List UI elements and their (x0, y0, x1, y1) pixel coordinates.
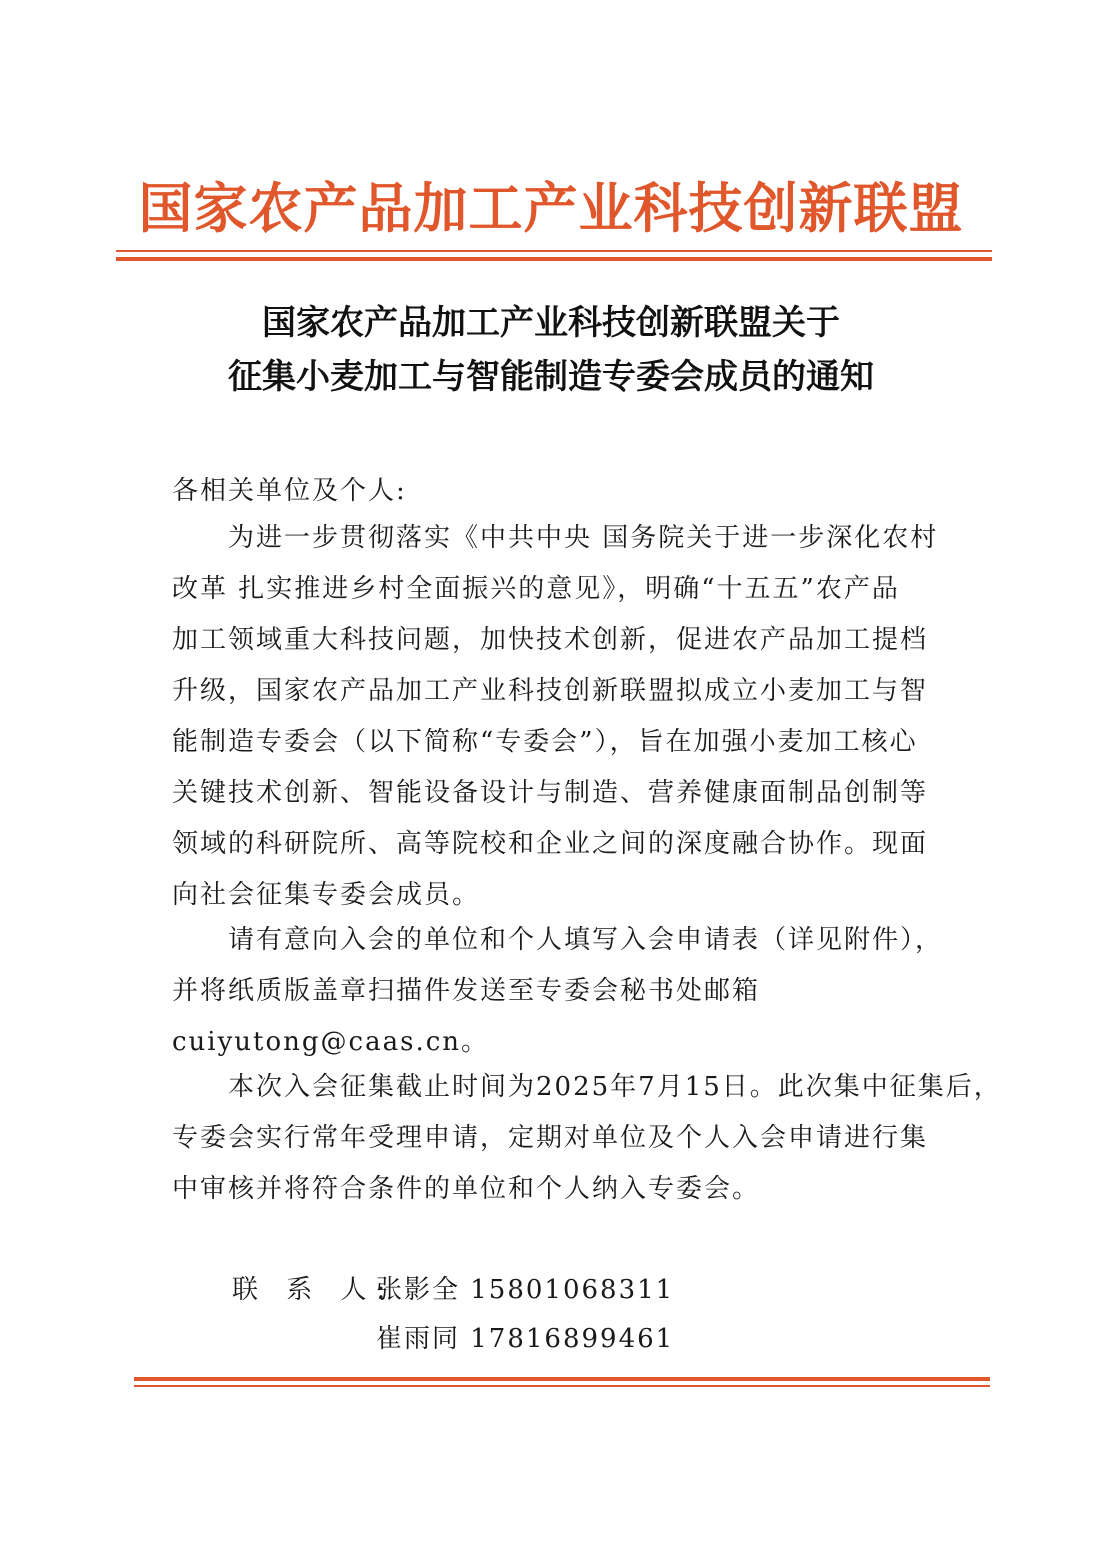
contact-row-1 (232, 1266, 674, 1315)
notice-title-line2: 征集小麦加工与智能制造专委会成员的通知 (228, 357, 874, 397)
notice-title-line1: 国家农产品加工产业科技创新联盟关于 (262, 303, 840, 343)
paragraph-line: 加工领域重大科技问题，加快技术创新，促进农产品加工提档 (172, 625, 929, 655)
paragraph-purpose (172, 513, 962, 921)
contact-label: 联 系 人: (232, 1275, 396, 1305)
footer-divider-thick (134, 1377, 990, 1381)
email-address: cuiyutong@caas.cn。 (172, 1027, 490, 1057)
header-divider (116, 250, 992, 262)
paragraph-line: 关键技术创新、智能设备设计与制造、营养健康面制品创制等 (172, 778, 929, 808)
paragraph-line: 中审核并将符合条件的单位和个人纳入专委会。 (172, 1174, 761, 1204)
paragraph-line: 请有意向入会的单位和个人填写入会申请表（详见附件）， (172, 925, 944, 955)
org-letterhead: 国家农产品加工产业科技创新联盟 (138, 177, 964, 240)
contact-person-1: 张影全 15801068311 (376, 1275, 675, 1305)
paragraph-line: 向社会征集专委会成员。 (172, 880, 481, 910)
header-divider-thin (116, 250, 992, 252)
paragraph-deadline (172, 1062, 1002, 1215)
paragraph-line: 升级，国家农产品加工产业科技创新联盟拟成立小麦加工与智 (172, 676, 929, 706)
paragraph-line: 为进一步贯彻落实《中共中央 国务院关于进一步深化农村 (172, 523, 939, 553)
paragraph-line: 能制造专委会（以下简称“专委会”），旨在加强小麦加工核心 (172, 727, 918, 757)
paragraph-line: 领域的科研院所、高等院校和企业之间的深度融合协作。现面 (172, 829, 929, 859)
salutation: 各相关单位及个人: (172, 476, 407, 506)
footer-divider-thin (134, 1385, 990, 1387)
contact-person-2: 崔雨同 17816899461 (376, 1324, 675, 1354)
contact-block (232, 1266, 674, 1364)
paragraph-line: 改革 扎实推进乡村全面振兴的意见》，明确“十五五”农产品 (172, 574, 900, 604)
paragraph-line: 专委会实行常年受理申请，定期对单位及个人入会申请进行集 (172, 1123, 929, 1153)
paragraph-line: 并将纸质版盖章扫描件发送至专委会秘书处邮箱 (172, 976, 761, 1006)
notice-title (0, 296, 1102, 404)
footer-divider (134, 1377, 990, 1389)
contact-row-2 (232, 1315, 674, 1364)
header-divider-thick (116, 257, 992, 261)
paragraph-application (172, 915, 962, 1068)
paragraph-line: 本次入会征集截止时间为2025年7月15日。此次集中征集后， (172, 1072, 1002, 1102)
